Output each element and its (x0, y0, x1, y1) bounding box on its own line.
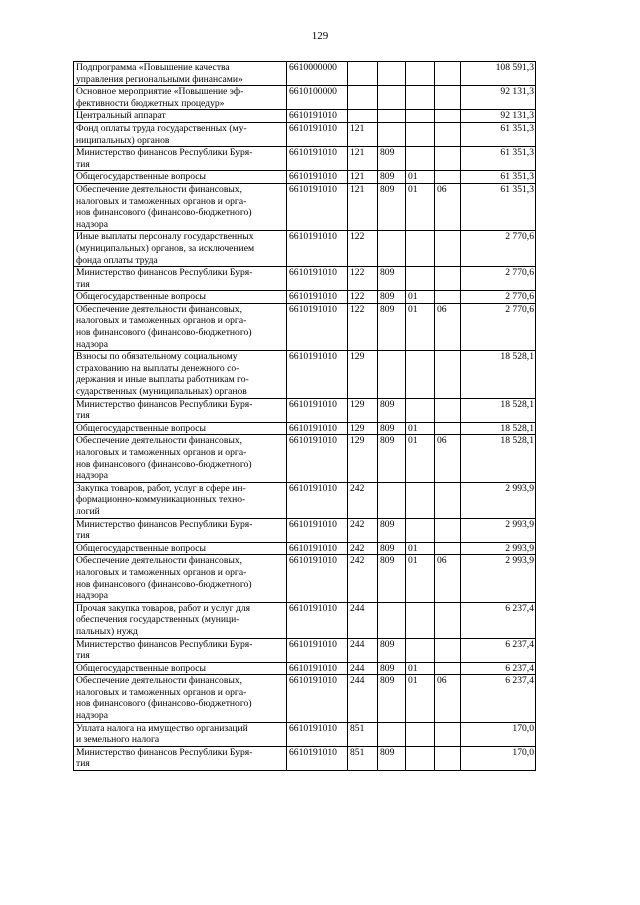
ministry-code-cell (378, 351, 406, 398)
subsection-cell (435, 422, 461, 435)
expense-type-cell: 121 (348, 147, 378, 171)
target-article-cell: 6610191010 (287, 662, 348, 675)
section-cell: 01 (406, 555, 435, 602)
subsection-cell (435, 542, 461, 555)
subsection-cell: 06 (435, 303, 461, 350)
expense-type-cell (348, 86, 378, 110)
target-article-cell: 6610191010 (287, 722, 348, 746)
target-article-cell: 6610191010 (287, 351, 348, 398)
table-row (74, 662, 536, 675)
ministry-code-cell (378, 482, 406, 518)
section-cell (406, 722, 435, 746)
page-number: 129 (311, 30, 329, 42)
target-article-cell: 6610191010 (287, 147, 348, 171)
item-name-cell: Общегосударственные вопросы (74, 291, 287, 304)
target-article-cell: 6610191010 (287, 435, 348, 482)
item-name-cell: Уплата налога на имущество организаций и земельного налога (74, 722, 287, 746)
item-name-cell: Министерство финансов Республики Буря- тия (74, 267, 287, 291)
table-row (74, 122, 536, 146)
subsection-cell (435, 62, 461, 86)
expense-type-cell: 851 (348, 722, 378, 746)
section-cell (406, 147, 435, 171)
amount-cell: 18 528,1 (461, 422, 536, 435)
item-name-cell: Основное мероприятие «Повышение эф- фективности бюджетных процедур» (74, 86, 287, 110)
expense-type-cell: 242 (348, 482, 378, 518)
section-cell: 01 (406, 675, 435, 722)
subsection-cell (435, 122, 461, 146)
item-name-cell: Обеспечение деятельности финансовых, налоговых и таможенных органов и орга- нов финансового (финансово-бюджетного) надзора (74, 183, 287, 230)
subsection-cell (435, 231, 461, 267)
target-article-cell: 6610191010 (287, 602, 348, 638)
target-article-cell: 6610191010 (287, 110, 348, 123)
table-row (74, 638, 536, 662)
subsection-cell (435, 267, 461, 291)
target-article-cell: 6610100000 (287, 86, 348, 110)
amount-cell: 2 770,6 (461, 303, 536, 350)
table-row (74, 422, 536, 435)
subsection-cell (435, 351, 461, 398)
subsection-cell (435, 722, 461, 746)
amount-cell: 61 351,3 (461, 171, 536, 184)
subsection-cell (435, 746, 461, 770)
item-name-cell: Министерство финансов Республики Буря- тия (74, 746, 287, 770)
section-cell (406, 110, 435, 123)
subsection-cell (435, 602, 461, 638)
target-article-cell: 6610191010 (287, 171, 348, 184)
ministry-code-cell: 809 (378, 267, 406, 291)
subsection-cell (435, 147, 461, 171)
section-cell: 01 (406, 435, 435, 482)
expense-type-cell: 129 (348, 435, 378, 482)
target-article-cell: 6610191010 (287, 398, 348, 422)
ministry-code-cell: 809 (378, 638, 406, 662)
ministry-code-cell: 809 (378, 542, 406, 555)
ministry-code-cell (378, 602, 406, 638)
ministry-code-cell (378, 110, 406, 123)
expense-type-cell: 242 (348, 518, 378, 542)
ministry-code-cell: 809 (378, 303, 406, 350)
ministry-code-cell (378, 86, 406, 110)
table-row (74, 722, 536, 746)
expense-type-cell: 129 (348, 398, 378, 422)
item-name-cell: Обеспечение деятельности финансовых, налоговых и таможенных органов и орга- нов финансового (финансово-бюджетного) надзора (74, 303, 287, 350)
table-row (74, 675, 536, 722)
expense-type-cell: 122 (348, 291, 378, 304)
table-row (74, 291, 536, 304)
amount-cell: 61 351,3 (461, 183, 536, 230)
expense-type-cell: 244 (348, 602, 378, 638)
target-article-cell: 6610191010 (287, 267, 348, 291)
expense-type-cell: 122 (348, 303, 378, 350)
ministry-code-cell (378, 231, 406, 267)
item-name-cell: Общегосударственные вопросы (74, 422, 287, 435)
item-name-cell: Министерство финансов Республики Буря- тия (74, 638, 287, 662)
ministry-code-cell: 809 (378, 147, 406, 171)
amount-cell: 61 351,3 (461, 147, 536, 171)
subsection-cell (435, 398, 461, 422)
item-name-cell: Общегосударственные вопросы (74, 542, 287, 555)
section-cell (406, 86, 435, 110)
target-article-cell: 6610191010 (287, 638, 348, 662)
target-article-cell: 6610191010 (287, 746, 348, 770)
ministry-code-cell: 809 (378, 435, 406, 482)
target-article-cell: 6610000000 (287, 62, 348, 86)
section-cell (406, 267, 435, 291)
expense-type-cell: 244 (348, 675, 378, 722)
subsection-cell (435, 638, 461, 662)
table-row (74, 62, 536, 86)
ministry-code-cell: 809 (378, 171, 406, 184)
subsection-cell (435, 291, 461, 304)
section-cell (406, 602, 435, 638)
subsection-cell (435, 518, 461, 542)
item-name-cell: Общегосударственные вопросы (74, 171, 287, 184)
target-article-cell: 6610191010 (287, 303, 348, 350)
section-cell (406, 231, 435, 267)
subsection-cell: 06 (435, 183, 461, 230)
item-name-cell: Прочая закупка товаров, работ и услуг для обеспечения государственных (муници- пальных) нужд (74, 602, 287, 638)
subsection-cell: 06 (435, 435, 461, 482)
target-article-cell: 6610191010 (287, 291, 348, 304)
item-name-cell: Иные выплаты персоналу государственных (муниципальных) органов, за исключением фонда оплаты труда (74, 231, 287, 267)
table-row (74, 147, 536, 171)
subsection-cell (435, 482, 461, 518)
amount-cell: 2 993,9 (461, 482, 536, 518)
expense-type-cell: 122 (348, 267, 378, 291)
table-row (74, 555, 536, 602)
budget-table-body (74, 62, 536, 771)
expense-type-cell: 122 (348, 231, 378, 267)
item-name-cell: Обеспечение деятельности финансовых, налоговых и таможенных органов и орга- нов финансового (финансово-бюджетного) надзора (74, 555, 287, 602)
item-name-cell: Фонд оплаты труда государственных (му- ниципальных) органов (74, 122, 287, 146)
amount-cell: 61 351,3 (461, 122, 536, 146)
budget-table (73, 61, 536, 771)
expense-type-cell: 242 (348, 542, 378, 555)
target-article-cell: 6610191010 (287, 482, 348, 518)
section-cell: 01 (406, 303, 435, 350)
amount-cell: 18 528,1 (461, 351, 536, 398)
item-name-cell: Подпрограмма «Повышение качества управления региональными финансами» (74, 62, 287, 86)
amount-cell: 6 237,4 (461, 662, 536, 675)
amount-cell: 6 237,4 (461, 638, 536, 662)
item-name-cell: Обеспечение деятельности финансовых, налоговых и таможенных органов и орга- нов финансового (финансово-бюджетного) надзора (74, 435, 287, 482)
ministry-code-cell (378, 62, 406, 86)
subsection-cell (435, 110, 461, 123)
amount-cell: 6 237,4 (461, 602, 536, 638)
section-cell: 01 (406, 183, 435, 230)
ministry-code-cell: 809 (378, 746, 406, 770)
table-row (74, 110, 536, 123)
amount-cell: 2 770,6 (461, 267, 536, 291)
item-name-cell: Общегосударственные вопросы (74, 662, 287, 675)
expense-type-cell: 244 (348, 662, 378, 675)
amount-cell: 170,0 (461, 722, 536, 746)
amount-cell: 108 591,3 (461, 62, 536, 86)
target-article-cell: 6610191010 (287, 675, 348, 722)
table-row (74, 303, 536, 350)
section-cell (406, 62, 435, 86)
item-name-cell: Министерство финансов Республики Буря- тия (74, 518, 287, 542)
ministry-code-cell: 809 (378, 291, 406, 304)
target-article-cell: 6610191010 (287, 542, 348, 555)
item-name-cell: Взносы по обязательному социальному страхованию на выплаты денежного со- держания и иные выплаты работникам го- сударственных (муниципальных) органов (74, 351, 287, 398)
table-row (74, 398, 536, 422)
expense-type-cell: 121 (348, 171, 378, 184)
amount-cell: 92 131,3 (461, 110, 536, 123)
expense-type-cell: 121 (348, 183, 378, 230)
target-article-cell: 6610191010 (287, 422, 348, 435)
ministry-code-cell: 809 (378, 555, 406, 602)
item-name-cell: Обеспечение деятельности финансовых, налоговых и таможенных органов и орга- нов финансового (финансово-бюджетного) надзора (74, 675, 287, 722)
expense-type-cell: 242 (348, 555, 378, 602)
table-row (74, 231, 536, 267)
ministry-code-cell: 809 (378, 422, 406, 435)
ministry-code-cell: 809 (378, 518, 406, 542)
table-row (74, 435, 536, 482)
ministry-code-cell: 809 (378, 183, 406, 230)
amount-cell: 2 993,9 (461, 555, 536, 602)
amount-cell: 18 528,1 (461, 435, 536, 482)
section-cell: 01 (406, 422, 435, 435)
ministry-code-cell: 809 (378, 398, 406, 422)
amount-cell: 6 237,4 (461, 675, 536, 722)
amount-cell: 92 131,3 (461, 86, 536, 110)
table-row (74, 183, 536, 230)
section-cell (406, 638, 435, 662)
subsection-cell: 06 (435, 555, 461, 602)
table-row (74, 518, 536, 542)
table-row (74, 602, 536, 638)
section-cell (406, 518, 435, 542)
table-row (74, 482, 536, 518)
ministry-code-cell: 809 (378, 675, 406, 722)
section-cell: 01 (406, 662, 435, 675)
table-row (74, 542, 536, 555)
expense-type-cell (348, 110, 378, 123)
subsection-cell (435, 171, 461, 184)
expense-type-cell: 129 (348, 351, 378, 398)
subsection-cell (435, 662, 461, 675)
ministry-code-cell (378, 122, 406, 146)
expense-type-cell: 244 (348, 638, 378, 662)
item-name-cell: Центральный аппарат (74, 110, 287, 123)
item-name-cell: Министерство финансов Республики Буря- тия (74, 398, 287, 422)
table-row (74, 171, 536, 184)
subsection-cell (435, 86, 461, 110)
expense-type-cell: 121 (348, 122, 378, 146)
section-cell (406, 351, 435, 398)
item-name-cell: Закупка товаров, работ, услуг в сфере ин- формационно-коммуникационных техно- логий (74, 482, 287, 518)
section-cell: 01 (406, 291, 435, 304)
amount-cell: 18 528,1 (461, 398, 536, 422)
section-cell (406, 122, 435, 146)
section-cell (406, 398, 435, 422)
amount-cell: 2 993,9 (461, 518, 536, 542)
expense-type-cell: 129 (348, 422, 378, 435)
ministry-code-cell (378, 722, 406, 746)
section-cell (406, 746, 435, 770)
target-article-cell: 6610191010 (287, 183, 348, 230)
ministry-code-cell: 809 (378, 662, 406, 675)
table-row (74, 86, 536, 110)
amount-cell: 2 770,6 (461, 291, 536, 304)
table-row (74, 351, 536, 398)
table-row (74, 267, 536, 291)
target-article-cell: 6610191010 (287, 122, 348, 146)
table-row (74, 746, 536, 770)
amount-cell: 170,0 (461, 746, 536, 770)
section-cell (406, 482, 435, 518)
target-article-cell: 6610191010 (287, 231, 348, 267)
subsection-cell: 06 (435, 675, 461, 722)
section-cell: 01 (406, 171, 435, 184)
section-cell: 01 (406, 542, 435, 555)
expense-type-cell: 851 (348, 746, 378, 770)
target-article-cell: 6610191010 (287, 518, 348, 542)
item-name-cell: Министерство финансов Республики Буря- тия (74, 147, 287, 171)
target-article-cell: 6610191010 (287, 555, 348, 602)
amount-cell: 2 770,6 (461, 231, 536, 267)
amount-cell: 2 993,9 (461, 542, 536, 555)
expense-type-cell (348, 62, 378, 86)
